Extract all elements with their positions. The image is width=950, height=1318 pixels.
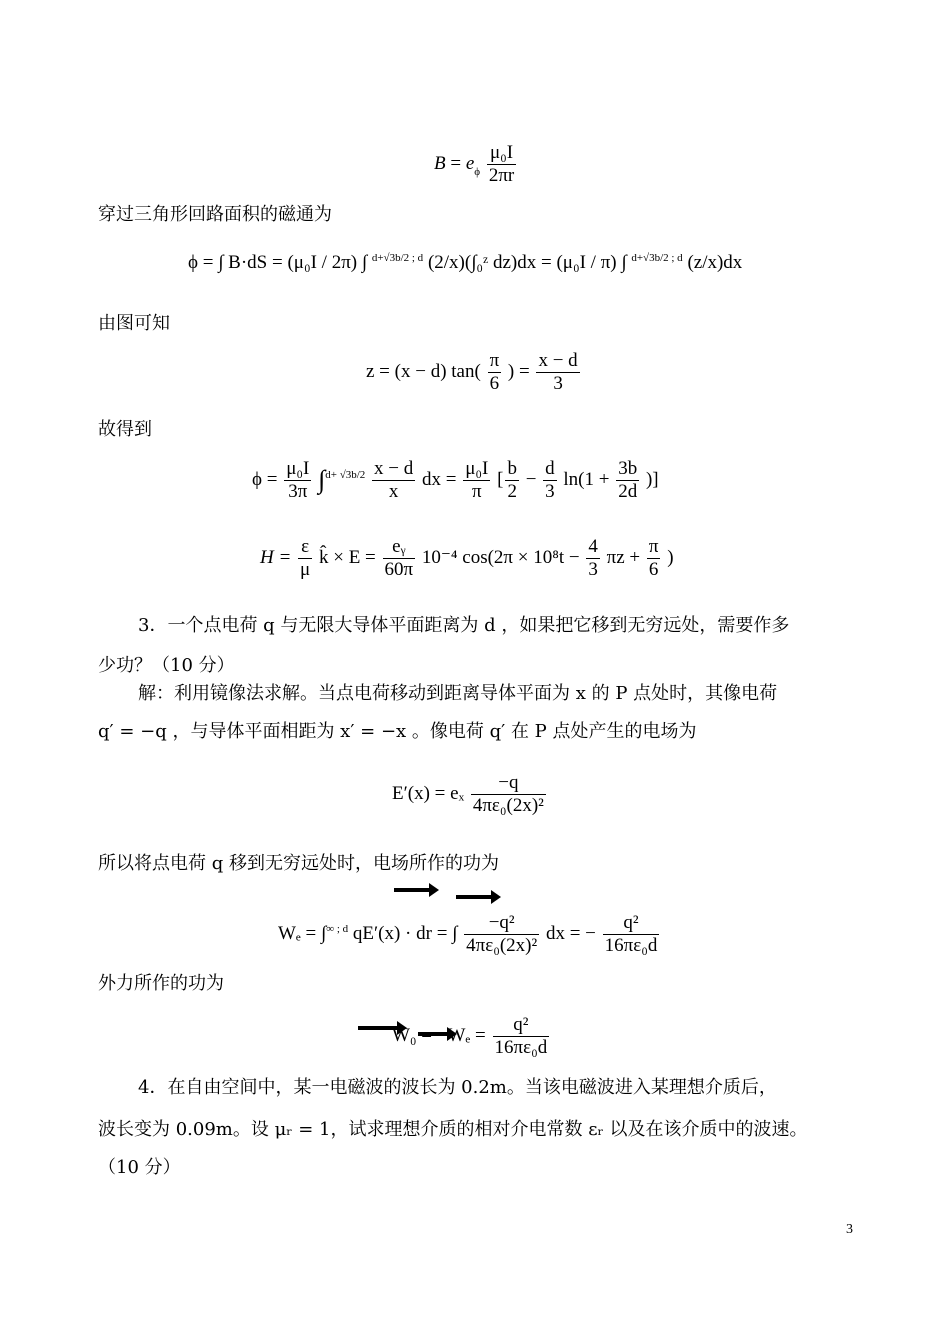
equation-image-field: E′(x) = eₓ $\frac{-q}{\text{4πε₀(2x)²}}$ xyxy=(392,772,544,816)
question-4-line-3: （10 分） xyxy=(98,1157,181,1178)
vector-arrow xyxy=(456,895,492,899)
question-4-line-2: 波长变为 0.09m。设 μᵣ = 1，试求理想介质的相对介电常数 εᵣ 以及在该介质中的波速。 xyxy=(98,1119,808,1140)
vector-arrow xyxy=(394,888,430,892)
solution-line-1: 解：利用镜像法求解。当点电荷移动到距离导体平面为 x 的 P 点处时，其像电荷 xyxy=(138,683,778,704)
equation-flux-result: ϕ = $\frac{\text{μ₀I}}{3\pi}$ ∫$^{d+ √3b/2}$ $\frac{x - d}{x}$ dx = $\frac{\text{μ₀I}}{\pi}$ [ $\frac{b}{2}$ − $\frac{d}{3}$ ln(1 + $\frac{3b}{2d}$ )] xyxy=(252,458,659,502)
question-3-line-2: 少功？（10 分） xyxy=(98,655,235,676)
equation-flux-integral: ϕ = ∫ B·dS = (μ₀I / 2π) ∫ $^{d+√3b/2 ; d}$ (2/x)(∫₀ᶻ dz)dx = (μ₀I / π) ∫ $^{d+√3b/2 ; d}$ (z/x)dx xyxy=(188,252,743,273)
text-therefore: 故得到 xyxy=(98,419,152,440)
equation-magnetic-intensity: H = $\frac{\varepsilon}{\mu}$ k̂ × E = $\frac{\text{eᵧ}}{60\pi}$ 10⁻⁴ cos(2π × 10⁸t − $\frac{4}{3}$ πz + $\frac{\pi}{6}$ ) xyxy=(260,536,674,580)
text-work-by-field: 所以将点电荷 q 移到无穷远处时，电场所作的功为 xyxy=(98,853,499,874)
text-from-figure: 由图可知 xyxy=(98,313,170,334)
equation-field-work: Wₑ = ∫$^{\infty ; d}$ qE′(x) · dr = ∫ $\frac{\text{−q²}}{\text{4πε₀(2x)²}}$ dx = − $\frac{\text{q²}}{\text{16πε₀d}}$ xyxy=(278,912,658,956)
text-flux-intro: 穿过三角形回路面积的磁通为 xyxy=(98,204,332,225)
solution-line-2: q′ = −q ，与导体平面相距为 x′ = −x 。像电荷 q′ 在 P 点处产生的电场为 xyxy=(98,721,697,742)
page-number: 3 xyxy=(846,1222,853,1237)
text-external-work: 外力所作的功为 xyxy=(98,973,224,994)
equation-z: z = (x − d) tan( $\frac{\pi}{6}$ ) = $\frac{x - d}{3}$ xyxy=(366,350,578,394)
question-4-line-1: 4．在自由空间中，某一电磁波的波长为 0.2m。当该电磁波进入某理想介质后， xyxy=(138,1077,777,1098)
question-3-line-1: 3．一个点电荷 q 与无限大导体平面距离为 d ，如果把它移到无穷远处，需要作多 xyxy=(138,615,790,636)
equation-external-work: W₀ = −Wₑ = $\frac{\text{q²}}{\text{16πε₀d}}$ xyxy=(392,1014,548,1058)
equation-magnetic-field: $B = e_\phi$ $\frac{\text{μ₀I}}{2\pi r}$ xyxy=(434,142,515,186)
